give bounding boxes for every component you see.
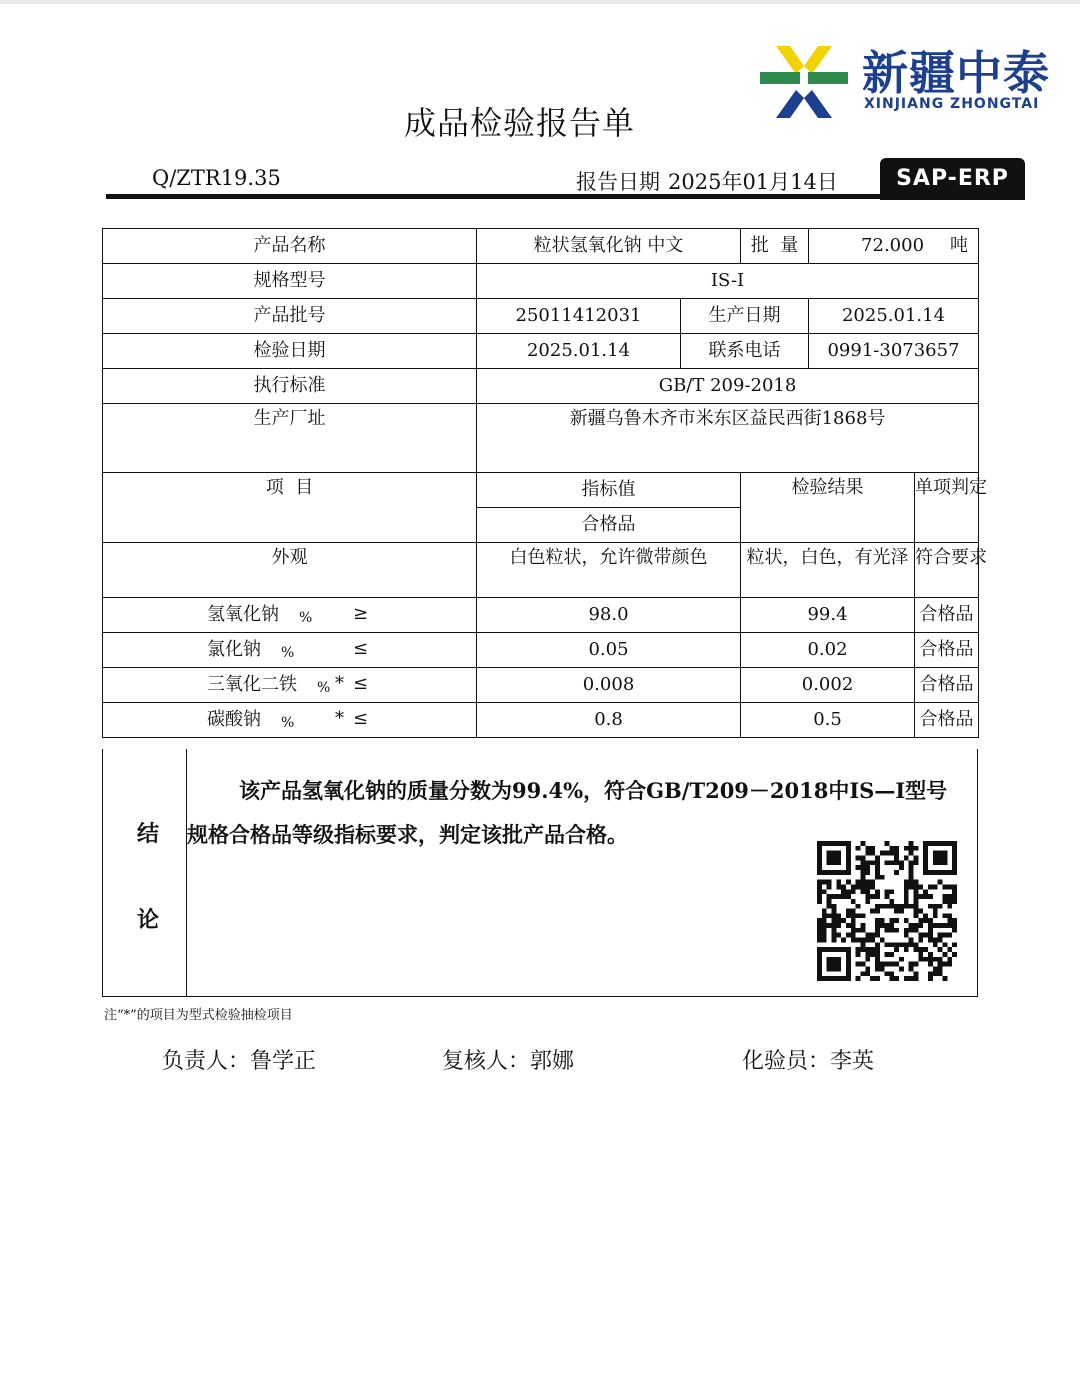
label-standard: 执行标准 [103, 369, 477, 404]
company-logo [756, 44, 1050, 124]
result-item [103, 703, 477, 738]
result-judge: 合格品 [915, 598, 979, 633]
label-phone: 联系电话 [681, 334, 809, 369]
header-result: 检验结果 [741, 473, 915, 543]
appearance-index: 白色粒状，允许微带颜色 [477, 543, 741, 598]
logo-mark-icon [756, 44, 852, 122]
header-index: 指标值 [477, 473, 741, 508]
appearance-result: 粒状，白色，有光泽 [741, 543, 915, 598]
row-result-3 [103, 703, 979, 738]
result-item-name: 氢氧化钠 [207, 604, 279, 625]
appearance-item: 外观 [103, 543, 477, 598]
value-spec: IS-Ⅰ [477, 264, 979, 299]
result-item-pct: % [317, 680, 331, 696]
result-value: 0.5 [741, 703, 915, 738]
result-value: 0.002 [741, 668, 915, 703]
value-address: 新疆乌鲁木齐市米东区益民西街1868号 [477, 404, 979, 473]
result-item-op: ≤ [353, 708, 369, 729]
result-item-star: * [335, 673, 344, 694]
row-batch-no [103, 299, 979, 334]
row-standard [103, 369, 979, 404]
label-address: 生产厂址 [103, 404, 477, 473]
signature-chemist: 化验员：李英 [742, 1049, 875, 1074]
qr-code-icon [817, 841, 957, 981]
header-rule [106, 194, 1025, 199]
signature-reviewer: 复核人：郭娜 [442, 1049, 575, 1074]
row-appearance [103, 543, 979, 598]
appearance-judge: 符合要求 [915, 543, 979, 598]
conclusion-label-char-2: 论 [137, 907, 160, 933]
label-spec: 规格型号 [103, 264, 477, 299]
result-index: 0.008 [477, 668, 741, 703]
result-item-name: 三氧化二铁 [207, 674, 297, 695]
value-standard: GB/T 209-2018 [477, 369, 979, 404]
result-value: 0.02 [741, 633, 915, 668]
row-result-0 [103, 598, 979, 633]
result-judge: 合格品 [915, 633, 979, 668]
label-batch-no: 产品批号 [103, 299, 477, 334]
result-item-pct: % [299, 610, 313, 626]
result-judge: 合格品 [915, 703, 979, 738]
value-batch-no: 25011412031 [477, 299, 681, 334]
result-item-name: 氯化钠 [207, 639, 261, 660]
report-date [576, 166, 846, 196]
report-title: 成品检验报告单 [404, 104, 636, 142]
result-index: 0.8 [477, 703, 741, 738]
result-item [103, 598, 477, 633]
label-product-name: 产品名称 [103, 229, 477, 264]
top-border [0, 0, 1080, 4]
row-results-header [103, 473, 979, 508]
report-date-value: 2025年01月14日 [668, 170, 838, 194]
row-insp-date [103, 334, 979, 369]
result-item-star: * [335, 708, 344, 729]
logo-text-en: XINJIANG ZHONGTAI [864, 96, 1040, 112]
document-number: Q/ZTR19.35 [152, 166, 281, 190]
row-spec [103, 264, 979, 299]
value-prod-date: 2025.01.14 [809, 299, 979, 334]
result-item-pct: % [281, 645, 295, 661]
label-insp-date: 检验日期 [103, 334, 477, 369]
result-item-pct: % [281, 715, 295, 731]
signature-responsible: 负责人：鲁学正 [162, 1049, 317, 1074]
result-item-op: ≤ [353, 673, 369, 694]
row-result-1 [103, 633, 979, 668]
header-item: 项 目 [103, 473, 477, 543]
conclusion-label [103, 749, 187, 996]
result-item [103, 633, 477, 668]
conclusion-box [102, 749, 978, 997]
footnote: 注“*”的项目为型式检验抽检项目 [104, 1008, 293, 1023]
inspection-table [102, 228, 988, 738]
batch-qty-unit: 吨 [950, 235, 969, 256]
result-judge: 合格品 [915, 668, 979, 703]
result-item [103, 668, 477, 703]
header-grade: 合格品 [477, 508, 741, 543]
result-item-op: ≥ [353, 603, 369, 624]
conclusion-text: 该产品氢氧化钠的质量分数为99.4%，符合GB/T209－2018中IS—Ⅰ型号规格合格品等级指标要求，判定该批产品合格。 [187, 778, 948, 847]
value-batch-qty [809, 229, 979, 264]
result-index: 0.05 [477, 633, 741, 668]
result-item-op: ≤ [353, 638, 369, 659]
label-prod-date: 生产日期 [681, 299, 809, 334]
conclusion-label-char-1: 结 [137, 821, 160, 847]
value-phone: 0991-3073657 [809, 334, 979, 369]
batch-qty-number: 72.000 [861, 235, 925, 256]
result-item-name: 碳酸钠 [207, 709, 261, 730]
result-index: 98.0 [477, 598, 741, 633]
logo-text-cn: 新疆中泰 [862, 46, 1050, 100]
report-date-label: 报告日期 [576, 170, 660, 194]
row-product-name [103, 229, 979, 264]
value-insp-date: 2025.01.14 [477, 334, 681, 369]
label-batch-qty: 批 量 [741, 229, 809, 264]
sap-erp-badge: SAP-ERP [880, 158, 1025, 200]
header-judge: 单项判定 [915, 473, 979, 543]
result-value: 99.4 [741, 598, 915, 633]
value-product-name: 粒状氢氧化钠 中文 [477, 229, 741, 264]
row-address [103, 404, 979, 473]
row-result-2 [103, 668, 979, 703]
